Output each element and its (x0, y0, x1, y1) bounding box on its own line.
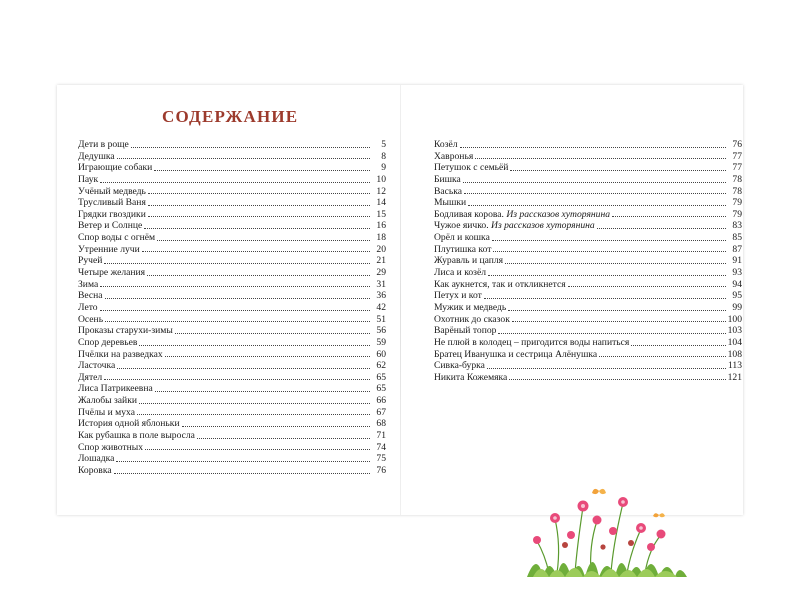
toc-entry-title: Спор деревьев (78, 336, 138, 348)
toc-entry-title: Дятел (78, 371, 103, 383)
dot-leader (104, 378, 370, 380)
dot-leader (597, 227, 726, 229)
dot-leader (464, 192, 726, 194)
toc-entry[interactable] (78, 162, 386, 174)
dot-leader (505, 262, 726, 264)
toc-entry[interactable] (434, 151, 742, 163)
toc-entry-title: Васька (434, 185, 463, 197)
toc-entry-title: Осень (78, 313, 104, 325)
toc-page-number: 51 (376, 313, 386, 325)
toc-entry-title: Дети в роще (78, 139, 129, 150)
toc-page-number: 65 (376, 383, 386, 395)
toc-entry[interactable] (434, 244, 742, 256)
dot-leader (157, 239, 370, 241)
toc-entry-title: Четыре желания (78, 267, 146, 279)
dot-leader (475, 157, 726, 159)
dot-leader (612, 215, 726, 217)
toc-entry-title: Мужик и медведь (434, 301, 507, 313)
toc-entry-title: Весна (78, 290, 103, 302)
toc-entry-title: Петушок с семьёй (434, 162, 509, 174)
toc-entry-title: Дедушка (78, 150, 115, 162)
dot-leader (155, 390, 370, 392)
dot-leader (116, 460, 370, 462)
toc-entry[interactable] (78, 255, 386, 267)
dot-leader (512, 320, 726, 322)
toc-entry[interactable] (434, 162, 742, 174)
toc-entry-title: Лиса и козёл (434, 267, 487, 279)
dot-leader (148, 215, 370, 217)
toc-entry[interactable] (78, 314, 386, 326)
dot-leader (154, 169, 370, 171)
toc-entry-title: Не плюй в колодец – пригодится воды напиться (434, 336, 630, 348)
toc-entry-title: Лиса Патрикеевна (78, 383, 153, 395)
dot-leader (165, 355, 370, 357)
toc-page-number: 15 (376, 208, 386, 220)
toc-entry-title: Охотник до сказок (434, 313, 510, 325)
toc-page-number: 14 (376, 197, 386, 209)
toc-entry-title: Пчёлки на разведках (78, 348, 163, 360)
dot-leader (492, 239, 726, 241)
toc-page-number: 8 (381, 150, 386, 162)
dot-leader (139, 344, 370, 346)
dot-leader (487, 367, 726, 369)
page-fold (400, 85, 401, 515)
toc-entry-title: Братец Иванушка и сестрица Алёнушка (434, 348, 598, 360)
toc-page-number: 10 (376, 173, 386, 185)
toc-entry-title: Мышки (434, 197, 467, 209)
toc-entry[interactable] (434, 197, 742, 209)
toc-page-number: 20 (376, 243, 386, 255)
toc-entry[interactable] (78, 430, 386, 442)
toc-entry-title: История одной яблоньки (78, 418, 180, 430)
toc-entry-title: Спор животных (78, 441, 143, 453)
toc-page-number: 42 (376, 301, 386, 313)
toc-entry[interactable] (434, 325, 742, 337)
dot-leader (484, 297, 726, 299)
dot-leader (117, 367, 370, 369)
toc-entry-title: Ласточка (78, 360, 116, 372)
book-spread (57, 85, 743, 515)
toc-left-column (78, 139, 386, 477)
dot-leader (137, 413, 370, 415)
dot-leader (100, 309, 370, 311)
dot-leader (145, 448, 370, 450)
toc-entry[interactable] (434, 372, 742, 384)
toc-entry[interactable] (434, 186, 742, 198)
toc-page-number: 65 (376, 371, 386, 383)
toc-page-number: 78 (732, 185, 742, 197)
dot-leader (182, 425, 370, 427)
toc-page-number: 77 (732, 150, 742, 162)
toc-page-number: 79 (732, 208, 742, 220)
dot-leader (488, 274, 726, 276)
toc-entry[interactable] (78, 407, 386, 419)
toc-entry[interactable] (78, 325, 386, 337)
dot-leader (468, 204, 726, 206)
toc-entry[interactable] (78, 360, 386, 372)
page-title: СОДЕРЖАНИЕ (162, 107, 299, 126)
toc-page-number: 77 (732, 162, 742, 174)
dot-leader (100, 285, 370, 287)
toc-page-number: 104 (727, 336, 742, 348)
toc-page-number: 76 (732, 139, 742, 150)
toc-entry[interactable] (434, 337, 742, 349)
toc-page-number: 74 (376, 441, 386, 453)
toc-entry[interactable] (78, 337, 386, 349)
toc-right-column (434, 139, 742, 383)
butterfly-icon (592, 489, 606, 494)
toc-entry[interactable] (78, 186, 386, 198)
toc-entry[interactable] (78, 220, 386, 232)
toc-entry-title: Как аукнется, так и откликнется (434, 278, 566, 290)
toc-entry-title: Петух и кот (434, 290, 482, 302)
toc-page-number: 12 (376, 185, 386, 197)
toc-entry[interactable] (434, 349, 742, 361)
dot-leader (508, 309, 726, 311)
dot-leader (197, 437, 370, 439)
toc-entry-title: Грядки гвоздики (78, 208, 146, 220)
toc-entry[interactable] (434, 209, 742, 221)
toc-page-number: 29 (376, 267, 386, 279)
toc-entry-title: Как рубашка в поле выросла (78, 430, 195, 442)
dot-leader (509, 378, 725, 380)
toc-entry[interactable] (78, 442, 386, 454)
toc-entry[interactable] (434, 139, 742, 151)
dot-leader (142, 250, 370, 252)
toc-entry[interactable] (78, 209, 386, 221)
toc-entry-title: Лошадка (78, 453, 115, 465)
toc-entry-title: Паук (78, 173, 99, 185)
toc-entry[interactable] (78, 197, 386, 209)
dot-leader (117, 157, 370, 159)
toc-entry[interactable] (78, 290, 386, 302)
dot-leader (131, 146, 370, 148)
toc-entry-title: Пчёлы и муха (78, 406, 135, 418)
dot-leader (104, 262, 370, 264)
toc-page-number: 94 (732, 278, 742, 290)
toc-page-number: 103 (727, 325, 742, 337)
toc-entry[interactable] (78, 465, 386, 477)
toc-entry-title: Орёл и кошка (434, 232, 490, 244)
toc-entry[interactable] (434, 255, 742, 267)
toc-page-number: 87 (732, 243, 742, 255)
toc-entry[interactable] (78, 139, 386, 151)
toc-page-number: 16 (376, 220, 386, 232)
toc-entry[interactable] (434, 279, 742, 291)
toc-entry-title: Сивка-бурка (434, 360, 485, 372)
toc-entry[interactable] (434, 302, 742, 314)
toc-entry-title: Козёл (434, 139, 458, 150)
dot-leader (493, 250, 726, 252)
toc-entry-title: Зима (78, 278, 99, 290)
toc-page-number: 56 (376, 325, 386, 337)
toc-page-number: 85 (732, 232, 742, 244)
toc-entry[interactable] (78, 232, 386, 244)
toc-entry-title: Жалобы зайки (78, 395, 137, 407)
toc-page-number: 99 (732, 301, 742, 313)
dot-leader (139, 402, 370, 404)
dot-leader (144, 227, 370, 229)
toc-page-number: 93 (732, 267, 742, 279)
toc-entry[interactable] (434, 290, 742, 302)
toc-page-number: 68 (376, 418, 386, 430)
dot-leader (105, 320, 370, 322)
toc-entry-title: Чужое яичко. Из рассказов хуторянина (434, 220, 595, 232)
toc-entry-title: Журавль и цапля (434, 255, 504, 267)
dot-leader (175, 332, 370, 334)
toc-page-number: 95 (732, 290, 742, 302)
toc-page-number: 76 (376, 464, 386, 476)
toc-page-number: 121 (727, 371, 742, 383)
toc-entry[interactable] (78, 279, 386, 291)
toc-entry-title: Спор воды с огнём (78, 232, 156, 244)
dot-leader (463, 181, 726, 183)
dot-leader (460, 146, 726, 148)
toc-entry[interactable] (78, 302, 386, 314)
toc-page-number: 83 (732, 220, 742, 232)
toc-page-number: 113 (727, 360, 742, 372)
toc-entry-title: Учёный медведь (78, 185, 146, 197)
toc-entry[interactable] (78, 453, 386, 465)
toc-entry-title: Трусливый Ваня (78, 197, 146, 209)
dot-leader (510, 169, 726, 171)
toc-entry[interactable] (78, 267, 386, 279)
toc-entry-title: Проказы старухи-зимы (78, 325, 173, 337)
toc-entry[interactable] (78, 383, 386, 395)
dot-leader (114, 472, 370, 474)
toc-entry-subtitle: Из рассказов хуторянина (491, 220, 595, 232)
toc-entry[interactable] (78, 151, 386, 163)
dot-leader (631, 344, 725, 346)
toc-page-number: 67 (376, 406, 386, 418)
toc-page-number: 108 (727, 348, 742, 360)
toc-entry[interactable] (434, 220, 742, 232)
toc-entry-title: Хавронья (434, 150, 474, 162)
toc-page-number: 36 (376, 290, 386, 302)
toc-entry-title: Варёный топор (434, 325, 497, 337)
dot-leader (599, 355, 725, 357)
toc-entry[interactable] (434, 232, 742, 244)
dot-leader (100, 181, 370, 183)
toc-entry-title: Коровка (78, 464, 112, 476)
toc-entry-title: Ручей (78, 255, 103, 267)
toc-entry-title: Плутишка кот (434, 243, 492, 255)
toc-page-number: 79 (732, 197, 742, 209)
toc-entry-title: Лето (78, 301, 98, 313)
toc-entry-subtitle: Из рассказов хуторянина (506, 208, 611, 220)
dot-leader (568, 285, 726, 287)
toc-entry[interactable] (78, 349, 386, 361)
toc-entry[interactable] (434, 360, 742, 372)
toc-page-number: 5 (381, 139, 386, 150)
toc-entry[interactable] (78, 372, 386, 384)
dot-leader (147, 274, 370, 276)
toc-page-number: 18 (376, 232, 386, 244)
toc-page-number: 62 (376, 360, 386, 372)
toc-page-number: 71 (376, 430, 386, 442)
toc-entry-title: Бишка (434, 173, 461, 185)
toc-entry[interactable] (434, 174, 742, 186)
toc-page-number: 31 (376, 278, 386, 290)
dot-leader (148, 192, 370, 194)
toc-page-number: 78 (732, 173, 742, 185)
toc-page-number: 9 (381, 162, 386, 174)
dot-leader (105, 297, 370, 299)
butterfly-icon (653, 513, 665, 517)
toc-entry[interactable] (434, 314, 742, 326)
toc-page-number: 91 (732, 255, 742, 267)
toc-entry-title: Утренние лучи (78, 243, 140, 255)
toc-page-number: 66 (376, 395, 386, 407)
toc-entry-title: Бодливая корова. Из рассказов хуторянина (434, 208, 611, 220)
toc-entry[interactable] (78, 244, 386, 256)
toc-page-number: 21 (376, 255, 386, 267)
toc-page-number: 100 (727, 313, 742, 325)
toc-entry[interactable] (78, 418, 386, 430)
toc-entry[interactable] (434, 267, 742, 279)
flowers-illustration (527, 485, 687, 577)
dot-leader (148, 204, 370, 206)
toc-entry-title: Ветер и Солнце (78, 220, 143, 232)
toc-entry-title: Никита Кожемяка (434, 371, 508, 383)
toc-page-number: 75 (376, 453, 386, 465)
toc-entry[interactable] (78, 174, 386, 186)
toc-page-number: 59 (376, 336, 386, 348)
toc-entry-title: Играющие собаки (78, 162, 153, 174)
toc-entry[interactable] (78, 395, 386, 407)
dot-leader (498, 332, 725, 334)
toc-page-number: 60 (376, 348, 386, 360)
